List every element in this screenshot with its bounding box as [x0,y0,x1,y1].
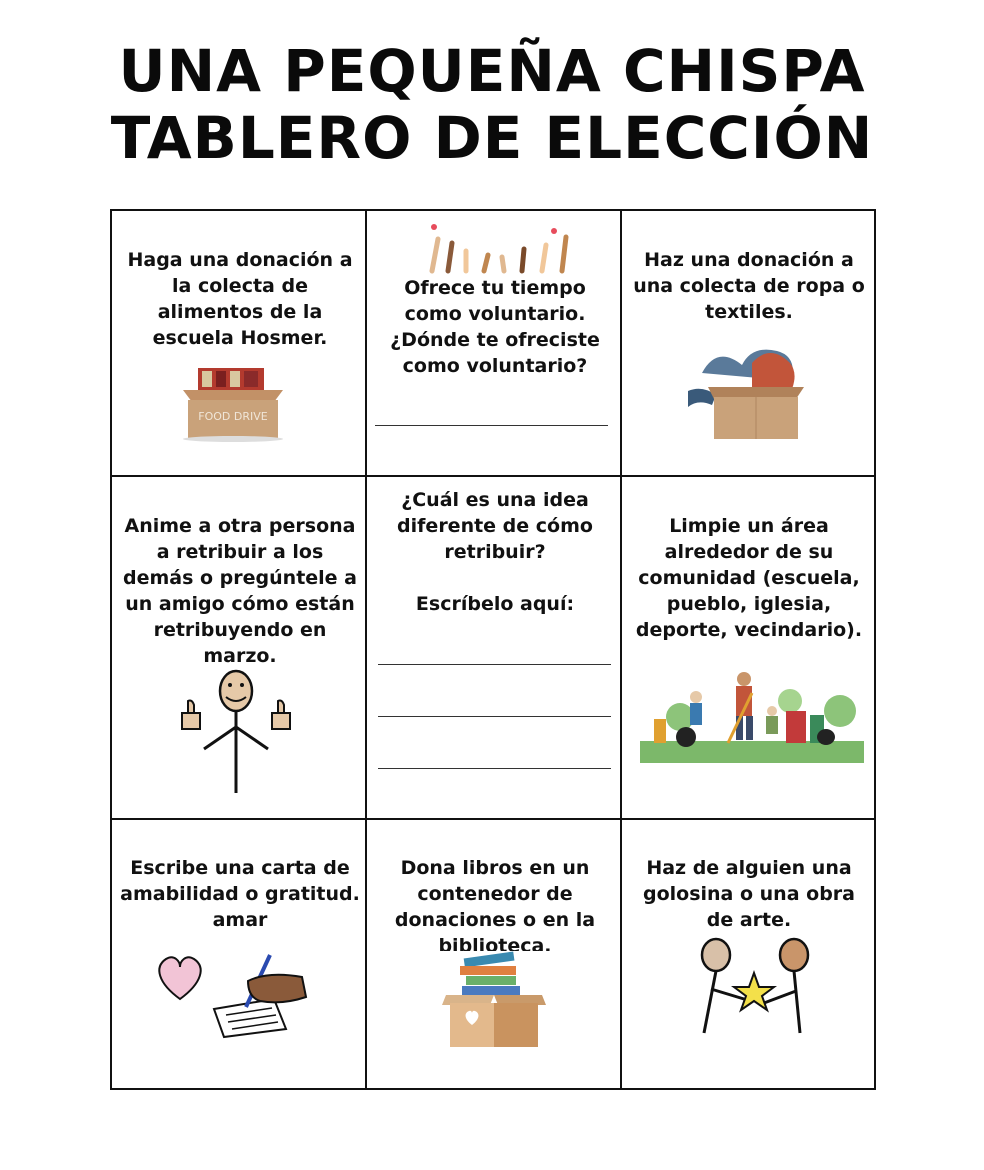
answer-line[interactable] [375,425,608,426]
answer-line[interactable] [378,768,611,769]
cell-other-idea [374,487,616,617]
cell-text: Limpie un área alrededor de su comunidad (escuela, pueblo, iglesia, deporte, vecindario). [635,515,863,641]
cell-text: Escribe una carta de amabilidad o gratitud. amar [120,857,360,931]
cell-text: ¿Cuál es una idea diferente de cómo retribuir? [397,489,593,563]
cell-text: Dona libros en un contenedor de donaciones o en la biblioteca. [394,857,596,951]
food-drive-label: FOOD DRIVE [198,410,268,423]
cell-books [374,855,616,951]
answer-line[interactable] [378,716,611,717]
heart-writing-icon [152,951,312,1037]
cell-treat [628,855,870,933]
clothes-box-icon [682,343,812,443]
volunteer-hands-icon [418,221,578,273]
cell-text: Ofrece tu tiempo como voluntario. ¿Dónde te ofreciste como voluntario? [390,277,600,377]
grid-line [620,211,622,1088]
cell-subtext: Escríbelo aquí: [415,593,575,615]
cell-text: Anime a otra persona a retribuir a los demás o pregúntele a un amigo cómo están retribuyendo en marzo. [122,515,357,667]
food-drive-box-icon [178,366,288,441]
book-donation-box-icon [442,951,546,1051]
thumbs-up-person-icon [174,669,298,795]
title-line-1: UNA PEQUEÑA CHISPA [118,37,866,105]
title-line-2: TABLERO DE ELECCIÓN [110,104,874,172]
cell-text: Haz una donación a una colecta de ropa o textiles. [633,249,865,323]
cell-cleanup [628,513,870,643]
cell-clothes-drive [628,247,870,325]
cell-text: Haz de alguien una golosina o una obra de arte. [642,857,855,931]
giving-star-icon [696,937,816,1035]
cell-food-drive [120,247,360,351]
choice-board [110,209,876,1090]
cell-volunteer [374,275,616,379]
answer-line[interactable] [378,664,611,665]
grid-line [365,211,367,1088]
cell-encourage [120,513,360,669]
grid-line [112,818,874,820]
cell-text: Haga una donación a la colecta de alimentos de la escuela Hosmer. [127,249,353,349]
cell-letter [120,855,360,933]
grid-line [112,475,874,477]
community-cleanup-icon [640,671,864,763]
